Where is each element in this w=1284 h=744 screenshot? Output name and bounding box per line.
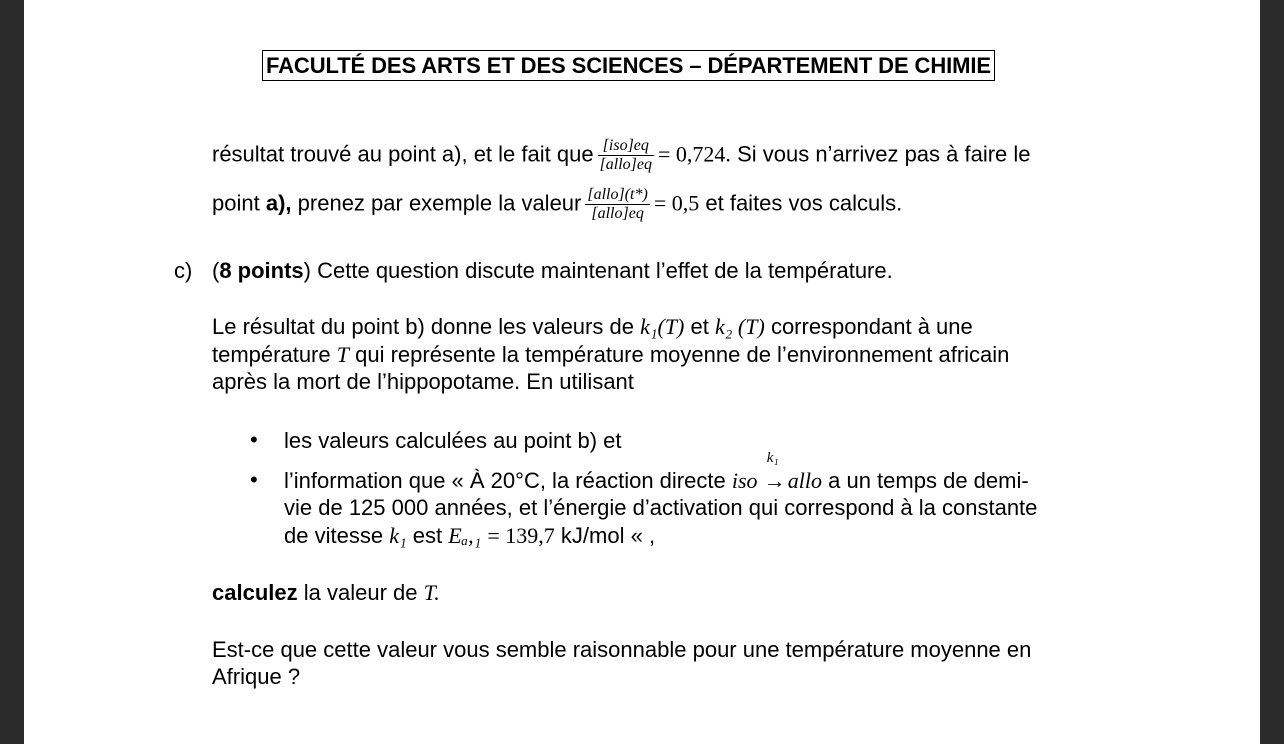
arrow-icon: → [763,468,786,493]
para1-line2-start: point [212,190,260,216]
bullet-dot-1: • [250,427,258,452]
fraction-denominator: [allo]eq [599,156,653,173]
fraction-allo-t [585,186,649,223]
para1-line1-suffix: Si vous n’arrivez pas à faire le [737,141,1031,167]
bullet-item-2-line1 [284,450,1029,494]
question-c-p1-line3: après la mort de l’hippopotame. En utilisant [212,369,634,394]
para1-line1 [212,137,1031,174]
k1-of-T: k₁(T) [640,314,685,339]
reaction-arrow [763,450,786,494]
p1-line1-text-b: correspondant à une [770,314,973,339]
calculez-T: T. [423,580,440,605]
fraction-iso-allo [598,137,654,174]
bullet2-line3-text-b: est [412,523,443,548]
calculez-line [212,579,440,606]
document-page [24,0,1260,744]
para1-line2-bold: a), [265,190,292,216]
k1-symbol: k₁ [389,523,407,548]
activation-energy-value: = 139,7 [487,523,555,548]
bullet2-line1-text-b: a un temps de demi- [828,468,1029,493]
final-question-line1: Est-ce que cette valeur vous semble raisonnable pour une température moyenne en [212,637,1032,662]
calculez-text: la valeur de [303,580,418,605]
question-c-p1-line1 [212,313,973,340]
bullet-dot-2: • [250,467,258,492]
p1-line2-text-b: qui représente la température moyenne de l’environnement africain [355,342,1010,367]
bullet2-line3-text-a: de vitesse [284,523,384,548]
activation-energy-symbol: Eₐ,₁ [448,523,482,548]
fraction-numerator: [allo](t*) [587,186,648,203]
p1-line1-text-a: Le résultat du point b) donne les valeurs de [212,314,634,339]
allo-term: allo [787,468,822,493]
fraction-denominator: [allo]eq [591,205,644,222]
equation-value-1: = 0,724. [658,141,731,167]
bullet2-line3-text-c: kJ/mol « , [560,523,656,548]
question-c-intro-text: Cette question discute maintenant l’effet de la température. [317,258,893,283]
p1-line1-and: et [690,314,709,339]
para1-line2 [212,186,902,223]
question-c-marker: c) [174,258,193,283]
fraction-numerator: [iso]eq [598,137,654,156]
arrow-label-k1: k₁ [766,450,779,466]
final-question-line2: Afrique ? [212,664,301,689]
iso-term: iso [731,468,758,493]
question-c-p1-line2 [212,341,1009,368]
p1-line2-text-a: température [212,342,331,367]
temperature-T: T [336,342,349,367]
para1-line2-mid: prenez par exemple la valeur [297,190,582,216]
question-c-points: 8 points [219,258,304,283]
question-c-intro: (8 points) Cette question discute maintenant l’effet de la température. [212,258,893,283]
para1-line1-prefix: résultat trouvé au point a), et le fait que [212,141,594,167]
bullet-item-1: les valeurs calculées au point b) et [284,428,622,453]
department-header: FACULTÉ DES ARTS ET DES SCIENCES – DÉPARTEMENT DE CHIMIE [262,50,995,81]
k2-of-T: k₂ (T) [715,314,765,339]
bullet-item-2-line3 [284,522,655,549]
bullet-item-2-line2: vie de 125 000 années, et l’énergie d’activation qui correspond à la constante [284,495,1038,520]
calculez-bold: calculez [212,580,298,605]
bullet2-line1-text-a: l’information que « À 20°C, la réaction directe [284,468,726,493]
para1-line2-suffix: et faites vos calculs. [705,190,903,216]
equation-value-2: = 0,5 [653,190,700,216]
